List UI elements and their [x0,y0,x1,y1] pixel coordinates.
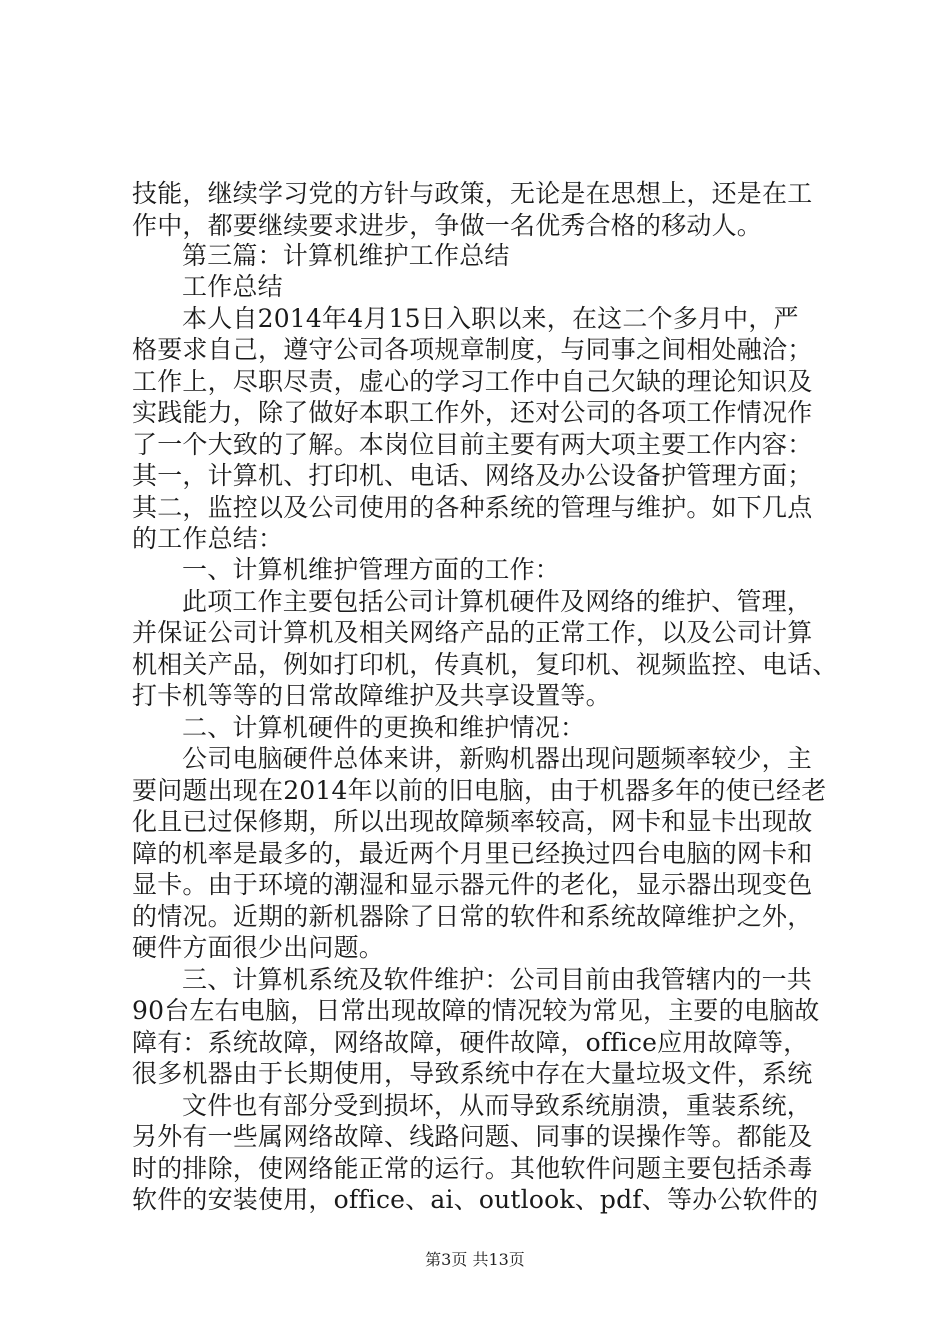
text-line: 此项工作主要包括公司计算机硬件及网络的维护、管理， [182,587,813,616]
text-line: 公司电脑硬件总体来讲，新购机器出现问题频率较少，主 [182,744,813,773]
text-line: 本人自2014年4月15日入职以来，在这二个多月中，严 [182,304,799,333]
text-line: 很多机器由于长期使用，导致系统中存在大量垃圾文件，系统 [132,1059,813,1088]
text-line: 打卡机等等的日常故障维护及共享设置等。 [132,681,611,710]
text-line: 硬件方面很少出问题。 [132,933,385,962]
text-line: 时的排除，使网络能正常的运行。其他软件问题主要包括杀毒 [132,1154,813,1183]
text-line: 作中，都要继续要求进步，争做一名优秀合格的移动人。 [132,211,763,240]
text-line: 障有：系统故障，网络故障，硬件故障，office应用故障等， [132,1028,809,1057]
text-line: 障的机率是最多的，最近两个月里已经换过四台电脑的网卡和 [132,839,813,868]
text-line: 的工作总结： [132,524,284,553]
page-footer: 第3页 共13页 [425,1250,525,1269]
section-title: 第三篇：计算机维护工作总结 [182,241,510,270]
text-line: 化且已过保修期，所以出现故障频率较高，网卡和显卡出现故 [132,807,813,836]
text-line: 并保证公司计算机及相关网络产品的正常工作，以及公司计算 [132,618,813,647]
text-line: 机相关产品，例如打印机，传真机，复印机、视频监控、电话、 [132,650,838,679]
text-line: 要问题出现在2014年以前的旧电脑，由于机器多年的使已经老 [132,776,827,805]
text-line: 的情况。近期的新机器除了日常的软件和系统故障维护之外， [132,902,813,931]
text-line: 90台左右电脑，日常出现故障的情况较为常见，主要的电脑故 [132,996,820,1025]
text-line: 另外有一些属网络故障、线路问题、同事的误操作等。都能及 [132,1122,813,1151]
text-line: 其一，计算机、打印机、电话、网络及办公设备护管理方面； [132,461,813,490]
text-line: 工作上，尽职尽责，虚心的学习工作中自己欠缺的理论知识及 [132,367,813,396]
text-line: 格要求自己，遵守公司各项规章制度，与同事之间相处融洽； [132,335,813,364]
heading: 工作总结 [182,272,283,301]
text-line: 文件也有部分受到损坏，从而导致系统崩溃，重装系统， [182,1091,813,1120]
text-line: 了一个大致的了解。本岗位目前主要有两大项主要工作内容： [132,430,813,459]
subheading: 二、计算机硬件的更换和维护情况： [182,713,586,742]
text-line: 其二，监控以及公司使用的各种系统的管理与维护。如下几点 [132,493,813,522]
text-line: 显卡。由于环境的潮湿和显示器元件的老化，显示器出现变色 [132,870,813,899]
subheading: 一、计算机维护管理方面的工作： [182,555,561,584]
text-line: 三、计算机系统及软件维护：公司目前由我管辖内的一共 [182,965,813,994]
text-line: 软件的安装使用，office、ai、outlook、pdf、等办公软件的 [132,1185,819,1214]
text-line: 技能，继续学习党的方针与政策，无论是在思想上，还是在工 [132,179,813,208]
text-line: 实践能力，除了做好本职工作外，还对公司的各项工作情况作 [132,398,813,427]
